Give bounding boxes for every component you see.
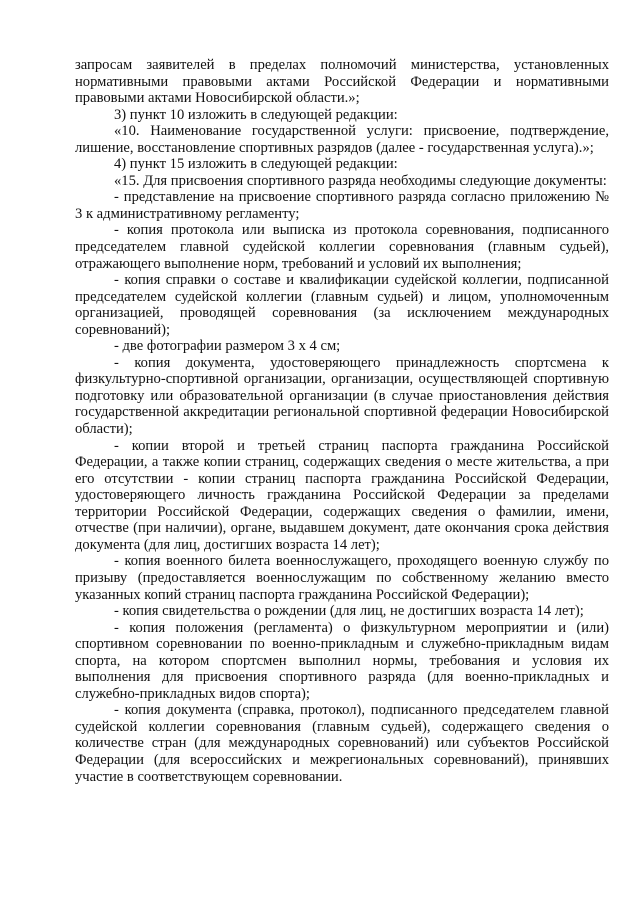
- list-item-protocol-copy: - копия протокола или выписка из протокола соревнования, подписанного председателем главной судейской коллегии соревнования (главным судьей), отражающего выполнение норм, требований и условий их выполнения;: [75, 222, 609, 272]
- list-item-participants-document: - копия документа (справка, протокол), подписанного председателем главной судейской коллегии соревнования (главным судьей), содержащего сведения о количестве стран (для международных соревнований) или субъектов Российской Федерации (для всероссийских и межрегиональных соревнований), принявших участие в соответствующем соревновании.: [75, 702, 609, 785]
- list-item-military-id: - копия военного билета военнослужащего, проходящего военную службу по призыву (предоставляется военнослужащим по собственному желанию вместо указанных копий страниц паспорта гражданина Российской Федерации);: [75, 553, 609, 603]
- paragraph-item-4-heading: 4) пункт 15 изложить в следующей редакции:: [114, 156, 398, 173]
- list-item-affiliation-document: - копия документа, удостоверяющего принадлежность спортсмена к физкультурно-спортивной организации, организации, осуществляющей спортивную подготовку или образовательной организации (в случае приостановления действия государственной аккредитации региональной спортивной федерации Новосибирской области);: [75, 354, 609, 438]
- paragraph-service-name: «10. Наименование государственной услуги: присвоение, подтверждение, лишение, восстановление спортивных разрядов (далее - государственная услуга).»;: [75, 123, 609, 156]
- document-page: [75, 57, 609, 785]
- paragraph-item-15-intro: «15. Для присвоения спортивного разряда необходимы следующие документы:: [114, 172, 607, 189]
- list-item-passport-copies: - копии второй и третьей страниц паспорта гражданина Российской Федерации, а также копии страниц, содержащих сведения о месте жительства, а при его отсутствии - копии страниц паспорта гражданина Российской Федерации, удостоверяющего личность гражданина Российской Федерации за пределами территории Российской Федерации, содержащих сведения о фамилии, имени, отчестве (при наличии), органе, выдавшем документ, дате окончания срока действия документа (для лиц, достигших возраста 14 лет);: [75, 437, 609, 553]
- paragraph-ministry-powers: запросам заявителей в пределах полномочий министерства, установленных нормативными правовыми актами Российской Федерации и нормативными правовыми актами Новосибирской области.»;: [75, 57, 609, 107]
- list-item-judges-certificate: - копия справки о составе и квалификации судейской коллегии, подписанной председателем судейской коллегии (главным судьей) и лицом, уполномоченным организацией, проводящей соревнования (за исключением международных соревнований);: [75, 272, 609, 338]
- list-item-event-regulations: - копия положения (регламента) о физкультурном мероприятии и (или) спортивном соревновании по военно-прикладным и служебно-прикладным видам спорта, на котором спортсмен выполнил нормы, требования и условия их выполнения для присвоения спортивного разряда (для военно-прикладных и служебно-прикладных видов спорта);: [75, 619, 609, 702]
- list-item-submission: - представление на присвоение спортивного разряда согласно приложению № 3 к административному регламенту;: [75, 189, 609, 222]
- list-item-photos: - две фотографии размером 3 х 4 см;: [114, 338, 341, 355]
- list-item-birth-certificate: - копия свидетельства о рождении (для лиц, не достигших возраста 14 лет);: [114, 603, 584, 620]
- paragraph-item-3-heading: 3) пункт 10 изложить в следующей редакции:: [114, 106, 398, 123]
